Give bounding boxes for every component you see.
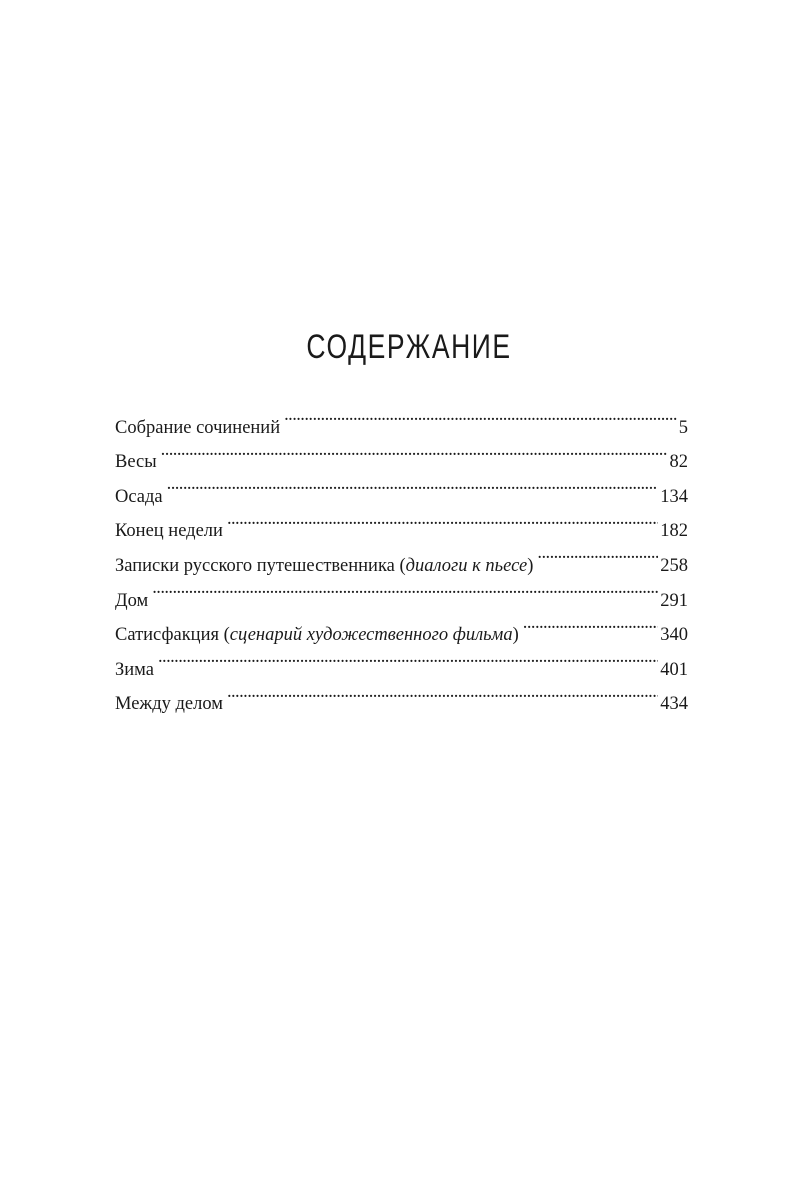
toc-entry-title [115, 584, 148, 619]
table-of-contents [115, 398, 688, 715]
dot-leader [167, 467, 659, 502]
dot-leader [158, 640, 658, 675]
dot-leader [537, 536, 658, 571]
toc-entry-title-text: Конец недели [115, 521, 223, 542]
toc-entry-note: сценарий художественного фильма [229, 625, 513, 646]
toc-entry-title-text: Записки русского путешественника [115, 555, 395, 576]
toc-entry-title-text: Дом [115, 590, 149, 611]
toc-entry-page-number: 258 [660, 555, 688, 576]
toc-entry-page-number: 182 [660, 521, 688, 542]
toc-entry [115, 433, 688, 473]
dot-leader [227, 502, 658, 537]
page-title: СОДЕРЖАНИЕ [306, 328, 512, 366]
dot-leader [161, 433, 668, 468]
toc-entry-page-number: 5 [678, 417, 688, 438]
toc-entry-title-text: Собрание сочинений [115, 417, 281, 438]
toc-entry-title: Записки русского путешественника (диалоги к пьесе) [115, 555, 534, 576]
dot-leader [284, 398, 677, 433]
toc-entry [115, 467, 688, 507]
toc-entry-title [115, 514, 223, 549]
toc-entry-title [115, 653, 154, 688]
dot-leader [152, 571, 658, 606]
dot-leader [227, 675, 658, 710]
toc-entry-page-number: 340 [660, 625, 688, 646]
toc-entry-title-text: Зима [115, 659, 154, 680]
toc-entry-title [115, 480, 163, 515]
toc-entry [115, 675, 688, 715]
toc-entry [115, 640, 688, 680]
toc-entry [115, 571, 688, 611]
toc-entry-page-number: 434 [660, 694, 688, 715]
toc-entry-title-text: Сатисфакция [115, 625, 219, 646]
toc-entry-title [115, 687, 223, 722]
toc-entry [115, 502, 688, 542]
toc-entry-page-number: 134 [660, 486, 688, 507]
dot-leader [523, 606, 658, 641]
toc-entry-note: диалоги к пьесе [405, 555, 528, 576]
toc-entry [115, 606, 688, 646]
toc-entry-title [115, 445, 157, 480]
toc-entry-title-text: Между делом [115, 694, 223, 715]
toc-entry-page-number: 291 [660, 590, 688, 611]
toc-entry-title-text: Весы [115, 452, 157, 473]
toc-entry-page-number: 401 [660, 659, 688, 680]
toc-entry-title-text: Осада [115, 486, 163, 507]
toc-entry [115, 398, 688, 438]
toc-entry-title: Сатисфакция (сценарий художественного фильма) [115, 625, 519, 646]
toc-entry-page-number: 82 [669, 452, 688, 473]
